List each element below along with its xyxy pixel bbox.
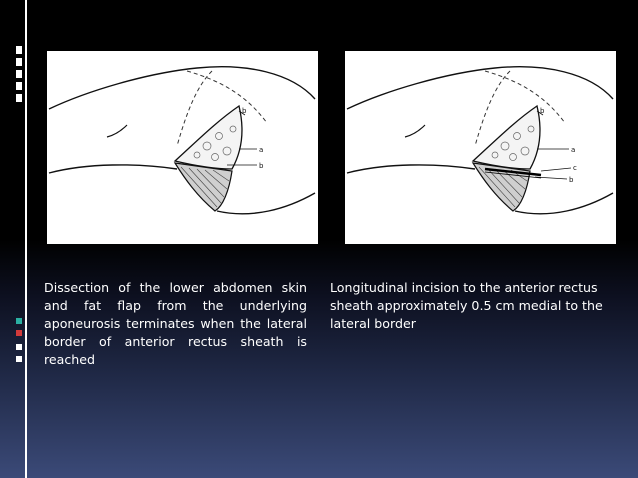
right-label-c: c xyxy=(573,164,577,172)
left-label-top: b xyxy=(242,107,247,115)
caption-left: Dissection of the lower abdomen skin and fat flap from the underlying aponeurosis terminates when the lateral border of anterior rectus sheath is reached xyxy=(44,280,307,367)
left-label-a: a xyxy=(259,146,264,154)
left-label-b: b xyxy=(259,162,264,170)
caption-right: Longitudinal incision to the anterior rectus sheath approximately 0.5 cm medial to the lateral border xyxy=(330,280,603,331)
figure-right-illustration xyxy=(345,51,616,244)
vertical-divider-line xyxy=(25,0,27,478)
right-label-a: a xyxy=(571,146,576,154)
figure-left-illustration xyxy=(47,51,318,244)
right-label-b: b xyxy=(569,176,574,184)
right-label-top: b xyxy=(540,107,545,115)
